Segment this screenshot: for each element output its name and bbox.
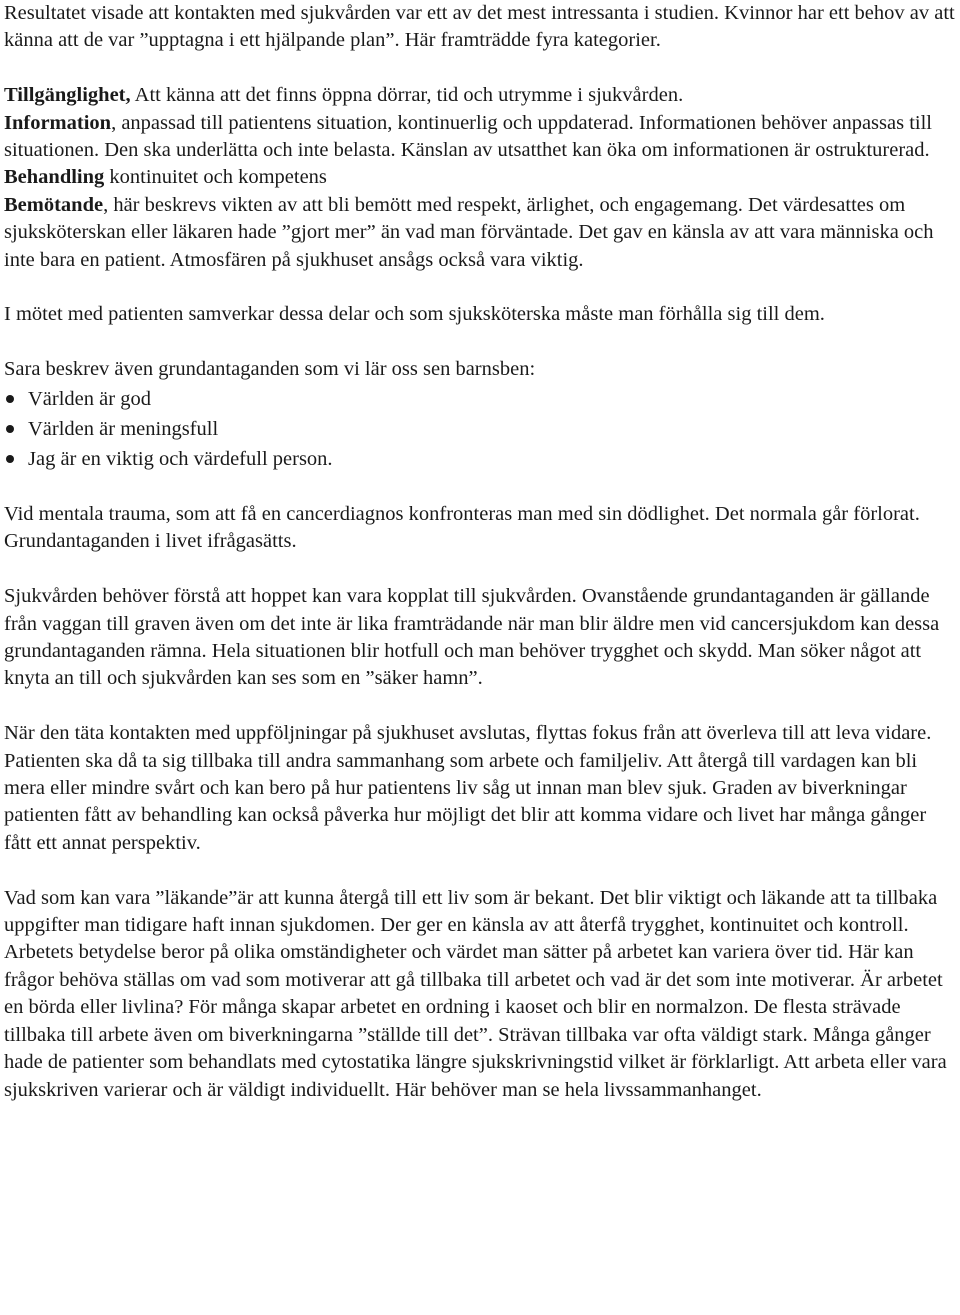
bullet-icon — [6, 395, 14, 403]
spacer — [4, 274, 958, 301]
list-item — [4, 414, 958, 444]
bullet-icon — [6, 425, 14, 433]
category-label-information: Information — [4, 111, 112, 134]
category-text-tillganglighet: Att känna att det finns öppna dörrar, tid och utrymme i sjukvården. — [130, 84, 684, 107]
paragraph-assumptions-intro: Sara beskrev även grundantaganden som vi lär oss sen barnsben: — [4, 358, 536, 381]
spacer — [4, 329, 958, 356]
spacer — [4, 55, 958, 82]
paragraph-hope: Sjukvården behöver förstå att hoppet kan vara kopplat till sjukvården. Ovanstående grundantaganden är gällande från vaggan till graven även om det inte är lika framträdande när man blir äldre men vid cancersjukdom kan dessa grundantaganden rämna. Hela situationen blir hotfull och man behöver trygghet och skydd. Man söker något att knyta an till och sjukvården kan ses som en ”säker hamn”. — [4, 585, 940, 690]
paragraph-information — [4, 110, 958, 165]
bullet-icon — [6, 455, 14, 463]
paragraph-meeting: I mötet med patienten samverkar dessa delar och som sjuksköterska måste man förhålla sig till dem. — [4, 303, 825, 326]
document-page — [4, 0, 958, 1104]
list-item — [4, 384, 958, 414]
list-item-text: Världen är god — [28, 387, 151, 410]
spacer — [4, 474, 958, 501]
paragraph-tillganglighet — [4, 82, 958, 109]
list-item-text: Världen är meningsfull — [28, 417, 219, 440]
category-text-bemotande: , här beskrevs vikten av att bli bemött med respekt, ärlighet, och engagemang. Det värdesattes om sjuksköterskan eller läkaren hade ”gjort mer” än vad man förväntade. Det gav en känsla av att vara människa och inte bara en patient. Atmosfären på sjukhuset ansågs också vara viktig. — [4, 193, 934, 271]
category-label-bemotande: Bemötande — [4, 193, 104, 216]
assumptions-list — [4, 384, 958, 474]
paragraph-followup: När den täta kontakten med uppföljningar på sjukhuset avslutas, flyttas fokus från att överleva till att leva vidare. Patienten ska då ta sig tillbaka till andra sammanhang som arbete och familjeliv. Att återgå till vardagen kan bli mera eller mindre svårt och kan bero på hur patientens liv såg ut innan man blev sjuk. Graden av biverkningar patienten fått av behandling kan också påverka hur möjligt det blir att komma vidare och livet har många gånger fått ett annat perspektiv. — [4, 722, 932, 854]
category-label-tillganglighet: Tillgänglighet, — [4, 84, 131, 107]
list-item-text: Jag är en viktig och värdefull person. — [28, 447, 333, 470]
category-label-behandling: Behandling — [4, 166, 105, 189]
list-item — [4, 444, 958, 474]
paragraph-trauma: Vid mentala trauma, som att få en cancerdiagnos konfronteras man med sin dödlighet. Det normala går förlorat. Grundantaganden i livet ifrågasätts. — [4, 503, 920, 553]
spacer — [4, 556, 958, 583]
paragraph-healing: Vad som kan vara ”läkande”är att kunna återgå till ett liv som är bekant. Det blir viktigt och läkande att ta tillbaka uppgifter man tidigare haft innan sjukdomen. Der ger en känsla av att återfå trygghet, kontinuitet och kontroll. Arbetets betydelse beror på olika omständigheter och värdet man sätter på arbetet kan variera över tid. Här kan frågor behöva ställas om vad som motiverar att gå tillbaka till arbetet och vad är det som inte motiverar. Är arbetet en börda eller livlina? För många skapar arbetet en ordning i kaoset och blir en normalzon. De flesta strävade tillbaka till arbete även om biverkningarna ”ställde till det”. Strävan tillbaka var ofta väldigt stark. Många gånger hade de patienter som behandlats med cytostatika längre sjukskrivningstid vilket är förklarligt. Att arbeta eller vara sjukskriven varierar och är väldigt individuellt. Här behöver man se hela livssammanhanget. — [4, 886, 947, 1101]
spacer — [4, 693, 958, 720]
category-text-behandling: kontinuitet och kompetens — [104, 166, 327, 189]
paragraph-bemotande — [4, 192, 958, 274]
paragraph-behandling — [4, 164, 958, 191]
spacer — [4, 857, 958, 884]
paragraph-intro: Resultatet visade att kontakten med sjukvården var ett av det mest intressanta i studien. Kvinnor har ett behov av att känna att de var ”upptagna i ett hjälpande plan”. Här framträdde fyra kategorier. — [4, 2, 955, 52]
category-text-information: , anpassad till patientens situation, kontinuerlig och uppdaterad. Informationen behöver anpassas till situationen. Den ska underlätta och inte belasta. Känslan av utsatthet kan öka om informationen är ostrukturerad. — [4, 111, 932, 162]
